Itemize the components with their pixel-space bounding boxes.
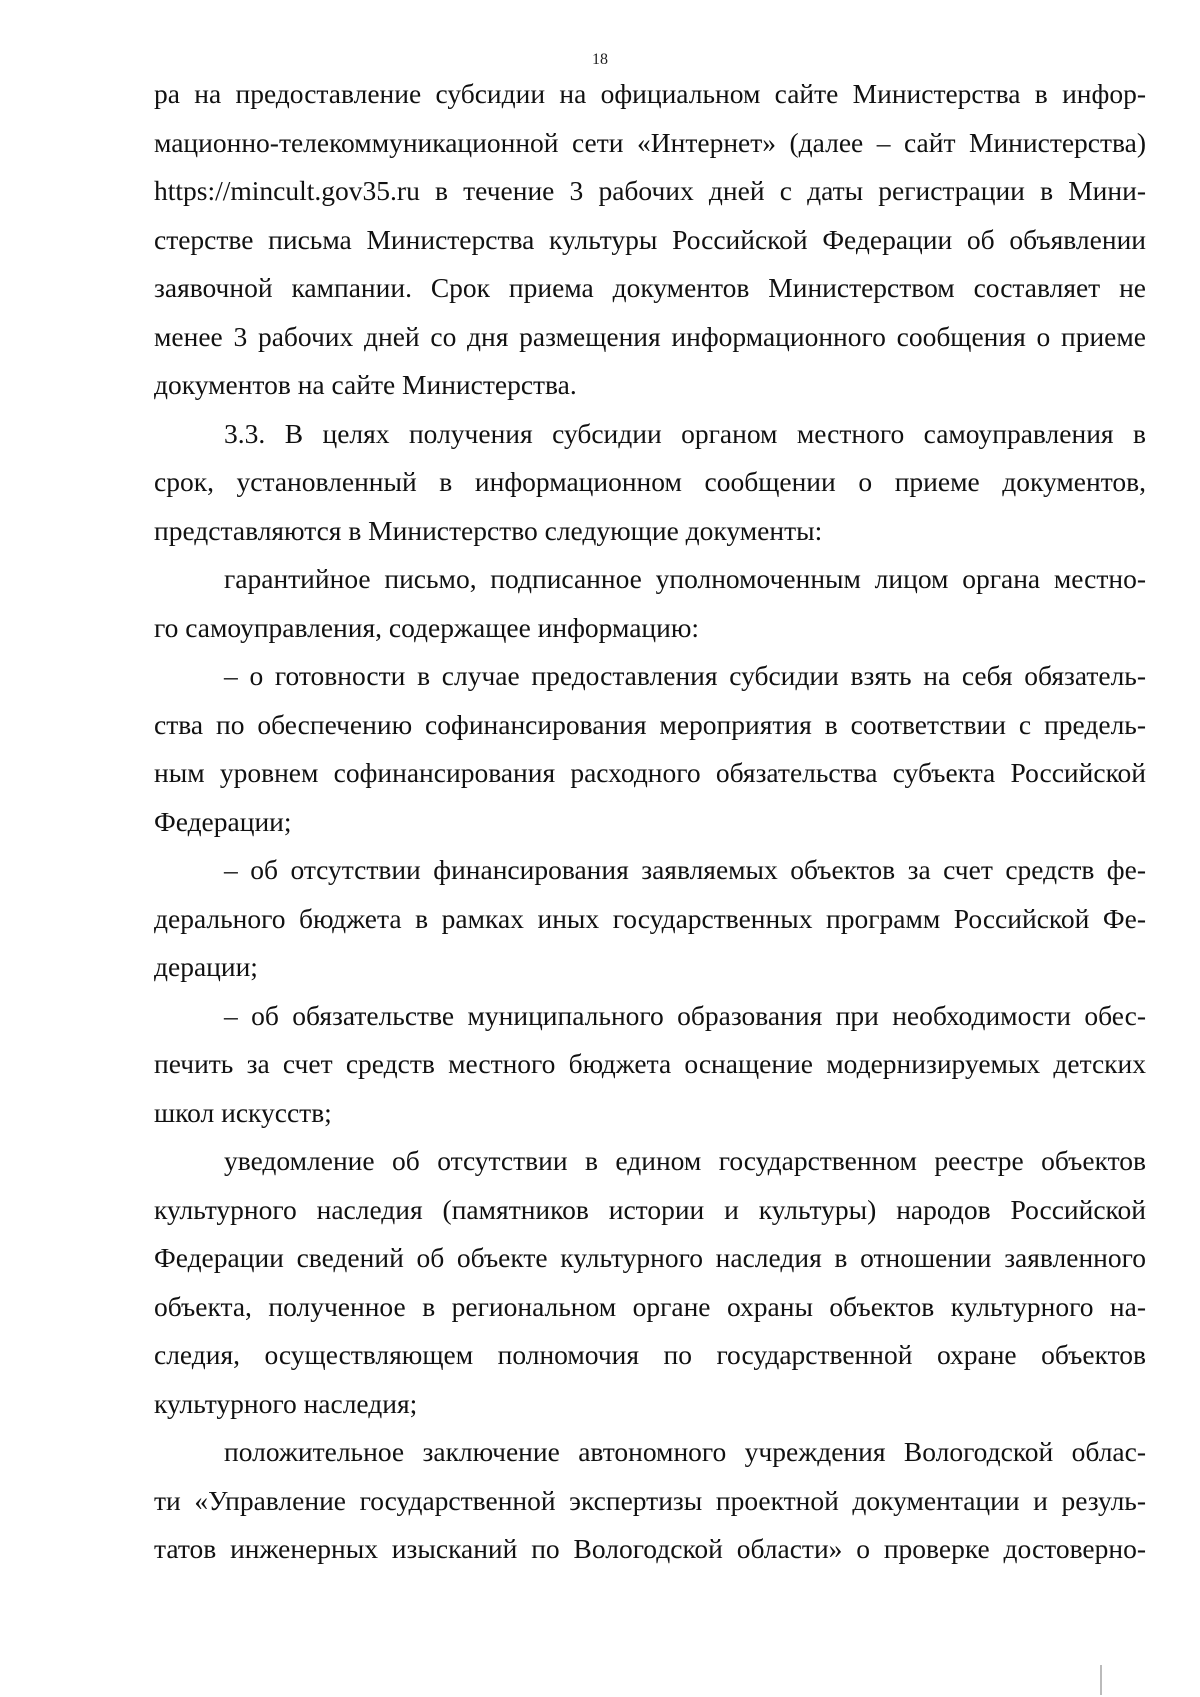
text-line: Федерации сведений об объекте культурного наследия в отношении заявленного xyxy=(154,1242,1146,1273)
text-line: положительное заключение автономного учреждения Вологодской облас- xyxy=(224,1436,1146,1467)
text-line: мационно-телекоммуникационной сети «Интернет» (далее – сайт Министерства) xyxy=(154,126,1146,158)
text-line: заявочной кампании. Срок приема документов Министерством составляет не xyxy=(154,272,1146,303)
text-line: – об отсутствии финансирования заявляемых объектов за счет средств фе- xyxy=(224,854,1146,885)
text-line: стерстве письма Министерства культуры Российской Федерации об объявлении xyxy=(154,223,1146,255)
text-line: Федерации; xyxy=(154,805,292,837)
text-line: печить за счет средств местного бюджета оснащение модернизируемых детских xyxy=(154,1048,1146,1079)
text-line: школ искусств; xyxy=(154,1096,332,1128)
text-line: дерального бюджета в рамках иных государственных программ Российской Фе- xyxy=(154,902,1146,934)
text-line: документов на сайте Министерства. xyxy=(154,369,577,400)
text-line: го самоуправления, содержащее информацию: xyxy=(154,611,700,643)
text-line: ти «Управление государственной экспертизы проектной документации и резуль- xyxy=(154,1484,1146,1516)
text-line: ра на предоставление субсидии на официальном сайте Министерства в инфор- xyxy=(154,78,1146,109)
text-line: https://mincult.gov35.ru в течение 3 рабочих дней с даты регистрации в Мини- xyxy=(154,175,1146,206)
text-line: культурного наследия; xyxy=(154,1387,418,1419)
text-line: уведомление об отсутствии в едином государственном реестре объектов xyxy=(224,1145,1146,1176)
text-line: гарантийное письмо, подписанное уполномоченным лицом органа местно- xyxy=(224,563,1146,594)
text-line: татов инженерных изысканий по Вологодской области» о проверке достоверно- xyxy=(154,1533,1146,1564)
text-line: следия, осуществляющем полномочия по государственной охране объектов xyxy=(154,1339,1146,1370)
text-line: ства по обеспечению софинансирования мероприятия в соответствии с предель- xyxy=(154,708,1146,740)
text-line: – об обязательстве муниципального образования при необходимости обес- xyxy=(224,999,1146,1031)
scan-artifact-mark xyxy=(1100,1665,1102,1695)
text-line: ным уровнем софинансирования расходного обязательства субъекта Российской xyxy=(154,757,1146,788)
text-line: – о готовности в случае предоставления субсидии взять на себя обязатель- xyxy=(224,660,1146,691)
text-line: объекта, полученное в региональном органе охраны объектов культурного на- xyxy=(154,1290,1146,1322)
document-body xyxy=(154,70,1146,1574)
text-line: дерации; xyxy=(154,951,258,982)
text-line: представляются в Министерство следующие документы: xyxy=(154,514,823,546)
text-line: срок, установленный в информационном сообщении о приеме документов, xyxy=(154,466,1146,497)
page-number: 18 xyxy=(592,51,608,68)
text-line: культурного наследия (памятников истории и культуры) народов Российской xyxy=(154,1193,1146,1225)
text-line: менее 3 рабочих дней со дня размещения информационного сообщения о приеме xyxy=(154,320,1146,352)
text-line: 3.3. В целях получения субсидии органом местного самоуправления в xyxy=(224,417,1146,449)
